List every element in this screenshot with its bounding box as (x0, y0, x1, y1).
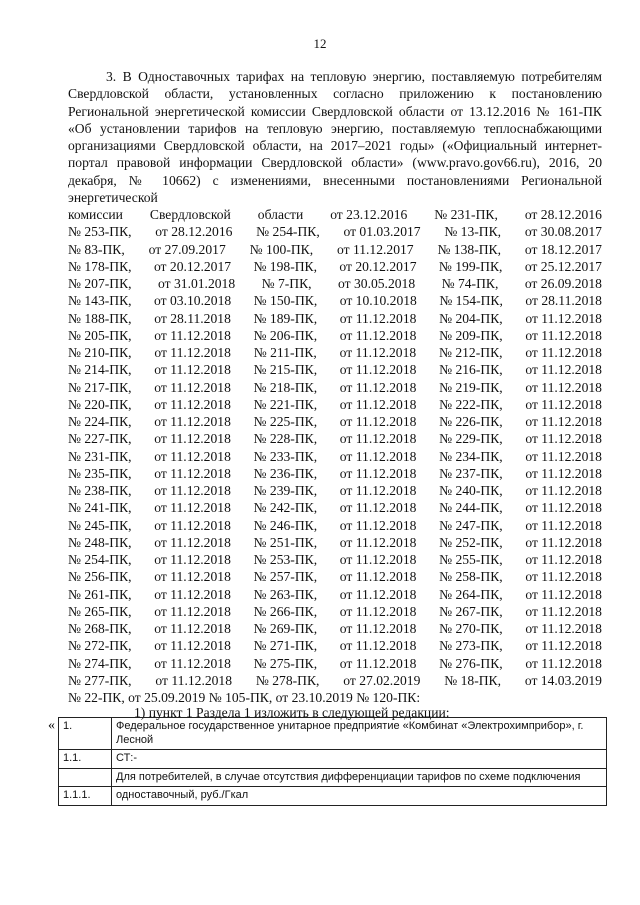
amendment-cell: от 23.12.2016 (330, 207, 408, 222)
amendment-cell: № 205-ПК, (68, 327, 132, 343)
amendment-cell: от 01.03.2017 (343, 224, 421, 240)
amendment-cell: № 216-ПК, (439, 362, 503, 378)
amendment-cell: комиссии (68, 207, 123, 222)
amendment-cell: от 28.11.2018 (525, 293, 602, 309)
amendment-cell: от 11.12.2018 (339, 431, 417, 447)
amendments-tail (68, 689, 602, 706)
amendment-cell: № 83-ПК, (68, 241, 125, 257)
row-number-cell (59, 768, 112, 787)
amendment-cell: от 28.12.2016 (155, 224, 233, 240)
amendment-cell: от 11.12.2018 (525, 431, 602, 447)
amendment-cell: от 11.12.2018 (525, 362, 602, 378)
amendment-cell: № 154-ПК, (439, 293, 503, 309)
amendment-cell: № 245-ПК, (68, 517, 132, 533)
amendment-cell: № 275-ПК, (253, 655, 318, 671)
amendment-cell: от 11.12.2018 (154, 655, 231, 671)
instruction-text: 1) пункт 1 Раздела 1 изложить в следующей редакции: (134, 705, 450, 720)
amendment-cell: от 20.12.2017 (153, 258, 232, 274)
amendment-row (68, 223, 602, 240)
amendment-row (68, 568, 602, 585)
amendment-cell: № 13-ПК, (444, 224, 502, 240)
amendment-cell: № 235-ПК, (68, 465, 132, 481)
amendment-row (68, 534, 602, 551)
amendment-cell: от 25.12.2017 (524, 258, 602, 274)
amendment-cell: № 228-ПК, (253, 431, 318, 447)
intro-paragraph (68, 68, 602, 206)
amendment-cell: от 11.12.2018 (339, 345, 417, 360)
amendment-cell: № 207-ПК, (68, 276, 132, 291)
amendment-cell: от 11.12.2018 (339, 362, 417, 378)
amendment-cell: от 11.12.2018 (525, 569, 602, 585)
amendment-cell: № 234-ПК, (439, 448, 503, 464)
amendment-cell: от 11.12.2018 (525, 586, 602, 602)
amendment-cell: № 236-ПК, (253, 465, 318, 481)
amendment-cell: от 28.12.2016 (524, 207, 602, 222)
amendment-cell: № 229-ПК, (439, 431, 503, 447)
amendment-cell: № 143-ПК, (68, 293, 132, 309)
amendment-cell: № 225-ПК, (253, 414, 318, 429)
amendment-cell: № 268-ПК, (68, 621, 132, 636)
amendment-cell: № 264-ПК, (439, 586, 503, 602)
amendment-cell: от 11.12.2018 (339, 552, 417, 567)
amendment-cell: от 11.12.2018 (339, 586, 417, 602)
amendment-cell: от 11.12.2018 (339, 603, 417, 619)
amendment-cell: от 11.12.2018 (339, 379, 417, 395)
amendment-cell: от 11.12.2018 (154, 603, 231, 619)
amendment-cell: № 265-ПК, (68, 603, 132, 619)
amendment-cell: № 263-ПК, (253, 586, 318, 602)
amendment-cell: от 11.12.2018 (339, 310, 417, 326)
amendment-cell: № 244-ПК, (439, 500, 503, 516)
amendment-cell: от 11.12.2018 (525, 603, 602, 619)
amendment-cell: № 257-ПК, (253, 569, 318, 585)
amendment-row (68, 310, 602, 327)
amendment-cell: от 11.12.2018 (339, 327, 417, 343)
amendment-cell: № 240-ПК, (439, 483, 503, 498)
amendment-cell: от 11.12.2018 (154, 500, 231, 516)
amendment-cell: от 11.12.2018 (339, 517, 417, 533)
amendment-cell: от 10.10.2018 (339, 293, 417, 309)
amendment-cell: от 11.12.2018 (154, 552, 231, 567)
amendment-cell: от 11.12.2018 (154, 517, 231, 533)
amendment-cell: от 11.12.2018 (525, 552, 602, 567)
amendment-cell: от 11.12.2018 (525, 448, 602, 464)
amendment-cell: от 31.01.2018 (158, 276, 236, 291)
amendment-cell: № 233-ПК, (253, 448, 318, 464)
amendment-cell: от 11.12.2018 (339, 396, 417, 412)
amendment-cell: от 18.12.2017 (524, 241, 602, 257)
amendment-cell: № 256-ПК, (68, 569, 132, 585)
amendment-row (68, 258, 602, 275)
amendment-row (68, 551, 602, 568)
amendment-cell: № 238-ПК, (68, 483, 132, 498)
amendment-cell: № 188-ПК, (68, 310, 132, 326)
amendment-cell: № 206-ПК, (253, 327, 318, 343)
amendment-cell: № 258-ПК, (439, 569, 503, 585)
amendment-cell: от 11.12.2018 (154, 621, 231, 636)
amendment-cell: № 272-ПК, (68, 638, 132, 654)
amendment-cell: от 11.12.2018 (154, 396, 231, 412)
amendment-cell: № 251-ПК, (253, 534, 318, 550)
amendment-row (68, 586, 602, 603)
amendment-cell: от 11.12.2018 (525, 517, 602, 533)
page-number: 12 (313, 36, 327, 51)
table-row (59, 718, 607, 750)
amendment-cell: № 255-ПК, (439, 552, 503, 567)
amendment-cell: № 198-ПК, (253, 258, 318, 274)
amendment-row (68, 482, 602, 499)
amendment-row (68, 465, 602, 482)
amendment-row (68, 292, 602, 309)
tail-line: № 22-ПК, от 25.09.2019 № 105-ПК, от 23.10.2019 № 120-ПК: (68, 690, 421, 705)
amendment-cell: от 11.12.2018 (339, 638, 417, 654)
amendment-row (68, 206, 602, 223)
amendment-cell: № 219-ПК, (439, 379, 503, 395)
amendment-row (68, 396, 602, 413)
amendment-row (68, 327, 602, 344)
amendment-row (68, 603, 602, 620)
amendment-cell: № 237-ПК, (439, 465, 503, 481)
row-text-cell: Федеральное государственное унитарное предприятие «Комбинат «Электрохимприбор», г. Лесной (112, 718, 607, 750)
amendment-cell: от 11.12.2017 (336, 241, 414, 257)
opening-quote: « (48, 718, 55, 733)
amendment-cell: от 11.12.2018 (525, 534, 602, 550)
amendment-cell: от 11.12.2018 (154, 327, 231, 343)
amendment-cell: от 11.12.2018 (339, 655, 417, 671)
amendment-cell: от 11.12.2018 (154, 362, 231, 378)
amendment-cell: от 11.12.2018 (339, 465, 417, 481)
amendment-cell: от 11.12.2018 (154, 586, 231, 602)
amendment-row (68, 517, 602, 534)
amendment-cell: № 204-ПК, (439, 310, 503, 326)
row-number-cell: 1.1. (59, 750, 112, 769)
amendment-cell: № 138-ПК, (437, 241, 502, 257)
amendment-row (68, 448, 602, 465)
amendment-row (68, 275, 602, 292)
amendment-cell: № 224-ПК, (68, 414, 132, 429)
amendment-cell: № 254-ПК, (68, 552, 132, 567)
amendment-cell: от 30.05.2018 (338, 276, 416, 291)
row-text-cell: одноставочный, руб./Гкал (112, 787, 607, 806)
amendment-row (68, 620, 602, 637)
amendment-cell: от 11.12.2018 (339, 534, 417, 550)
amendment-cell: от 11.12.2018 (154, 534, 231, 550)
amendment-cell: от 11.12.2018 (154, 414, 231, 429)
amendments-list (68, 206, 602, 689)
amendment-cell: от 11.12.2018 (154, 465, 231, 481)
amendment-cell: от 11.12.2018 (155, 672, 233, 688)
amendment-row (68, 413, 602, 430)
amendment-cell: № 267-ПК, (439, 603, 503, 619)
row-number-cell: 1.1.1. (59, 787, 112, 806)
amendment-cell: от 27.09.2017 (148, 241, 226, 257)
amendment-cell: от 11.12.2018 (525, 638, 602, 654)
amendment-cell: от 11.12.2018 (154, 379, 231, 395)
amendment-cell: от 11.12.2018 (339, 483, 417, 498)
row-number-cell: 1. (59, 718, 112, 750)
amendment-cell: от 27.02.2019 (343, 672, 421, 688)
amendment-cell: № 189-ПК, (253, 310, 318, 326)
amendment-row (68, 655, 602, 672)
amendment-cell: № 7-ПК, (261, 276, 312, 291)
amendment-cell: № 212-ПК, (438, 345, 503, 360)
amendment-cell: № 253-ПК, (253, 552, 318, 567)
row-text-cell: Для потребителей, в случае отсутствия дифференциации тарифов по схеме подключения (112, 768, 607, 787)
amendment-row (68, 241, 602, 258)
amendment-row (68, 361, 602, 378)
amendment-cell: от 11.12.2018 (525, 483, 602, 498)
amendment-cell: № 18-ПК, (444, 672, 502, 688)
amendment-cell: области (257, 207, 304, 222)
amendment-cell: № 226-ПК, (439, 414, 503, 429)
amendment-cell: № 214-ПК, (68, 362, 132, 378)
amendment-cell: № 266-ПК, (253, 603, 318, 619)
amendment-cell: № 246-ПК, (253, 517, 318, 533)
amendment-cell: № 220-ПК, (68, 396, 132, 412)
amendment-cell: № 215-ПК, (253, 362, 318, 378)
amendment-cell: № 231-ПК, (68, 448, 132, 464)
amendment-row (68, 344, 602, 361)
amendment-cell: от 11.12.2018 (339, 500, 417, 516)
amendment-cell: от 11.12.2018 (339, 569, 417, 585)
amendment-cell: № 277-ПК, (68, 672, 132, 688)
amendment-row (68, 430, 602, 447)
amendment-cell: № 241-ПК, (68, 500, 132, 516)
amendment-row (68, 499, 602, 516)
amendment-row (68, 672, 602, 689)
amendment-cell: от 11.12.2018 (525, 345, 602, 360)
amendment-cell: от 11.12.2018 (525, 500, 602, 516)
amendment-cell: от 11.12.2018 (154, 483, 231, 498)
amendment-cell: от 11.12.2018 (525, 621, 602, 636)
amendment-cell: № 242-ПК, (253, 500, 318, 516)
amendment-cell: № 211-ПК, (253, 345, 317, 360)
table-row (59, 750, 607, 769)
amendment-cell: от 11.12.2018 (154, 345, 231, 360)
amendment-cell: от 11.12.2018 (339, 414, 417, 429)
amendment-cell: № 269-ПК, (253, 621, 318, 636)
amendment-cell: № 227-ПК, (68, 431, 132, 447)
amendment-cell: № 252-ПК, (439, 534, 503, 550)
amendment-cell: № 271-ПК, (253, 638, 318, 654)
amendment-cell: № 231-ПК, (434, 207, 498, 222)
amendment-cell: от 11.12.2018 (525, 414, 602, 429)
amendment-cell: № 239-ПК, (253, 483, 318, 498)
amendment-cell: № 150-ПК, (253, 293, 318, 309)
table-row (59, 768, 607, 787)
table-row (59, 787, 607, 806)
amendment-row (68, 379, 602, 396)
amendment-cell: № 253-ПК, (68, 224, 132, 240)
amendment-cell: № 222-ПК, (439, 396, 503, 412)
amendment-cell: от 14.03.2019 (524, 672, 602, 688)
amendment-cell: от 20.12.2017 (339, 258, 417, 274)
amendment-cell: № 210-ПК, (68, 345, 132, 360)
amendment-cell: № 221-ПК, (253, 396, 318, 412)
amendment-cell: от 11.12.2018 (154, 569, 231, 585)
amendment-cell: от 11.12.2018 (525, 310, 602, 326)
amendment-cell: № 273-ПК, (439, 638, 503, 654)
amendment-cell: от 11.12.2018 (525, 465, 602, 481)
amendment-cell: от 11.12.2018 (154, 448, 231, 464)
amendment-row (68, 637, 602, 654)
amendment-cell: от 28.11.2018 (154, 310, 231, 326)
amendment-cell: № 270-ПК, (439, 621, 503, 636)
amendment-cell: № 218-ПК, (253, 379, 318, 395)
amendment-cell: от 11.12.2018 (339, 621, 417, 636)
amendment-cell: Свердловской (149, 207, 231, 222)
amendment-cell: № 247-ПК, (439, 517, 503, 533)
amendment-cell: № 178-ПК, (68, 258, 132, 274)
amendment-cell: № 74-ПК, (441, 276, 499, 291)
amendment-cell: № 209-ПК, (439, 327, 503, 343)
amendment-cell: от 11.12.2018 (525, 655, 602, 671)
amendment-cell: № 217-ПК, (68, 379, 132, 395)
amendment-cell: № 276-ПК, (439, 655, 503, 671)
amendment-cell: от 11.12.2018 (154, 638, 231, 654)
amendment-cell: № 248-ПК, (68, 534, 132, 550)
amendment-cell: от 11.12.2018 (154, 431, 231, 447)
amendment-cell: от 11.12.2018 (525, 379, 602, 395)
intro-text: 3. В Одноставочных тарифах на тепловую энергию, поставляемую потребителям Свердловской области, установленных согласно приложению к постановлению Региональной энергетической комиссии Свердловской области от 13.12.2016 № 161-ПК «Об установлении тарифов на тепловую энергию, поставляемую теплоснабжающими организациями Свердловской области, на 2017–2021 годы» («Официальный интернет-портал правовой информации Свердловской области» (www.pravo.gov66.ru), 2016, 20 декабря, № 10662) с изменениями, внесенными постановлениями Региональной энергетической (68, 69, 602, 206)
amendment-cell: № 199-ПК, (438, 258, 503, 274)
tariff-table (58, 717, 607, 806)
row-text-cell: СТ:- (112, 750, 607, 769)
amendment-cell: № 100-ПК, (249, 241, 314, 257)
amendment-cell: № 278-ПК, (255, 672, 320, 688)
amendment-cell: от 11.12.2018 (525, 396, 602, 412)
amendment-cell: от 26.09.2018 (524, 276, 602, 291)
amendment-cell: от 30.08.2017 (524, 224, 602, 240)
amendment-cell: № 254-ПК, (256, 224, 320, 240)
amendment-cell: от 11.12.2018 (339, 448, 417, 464)
amendment-cell: от 11.12.2018 (525, 327, 602, 343)
amendment-cell: № 274-ПК, (68, 655, 132, 671)
amendment-cell: от 03.10.2018 (154, 293, 232, 309)
amendment-cell: № 261-ПК, (68, 586, 132, 602)
